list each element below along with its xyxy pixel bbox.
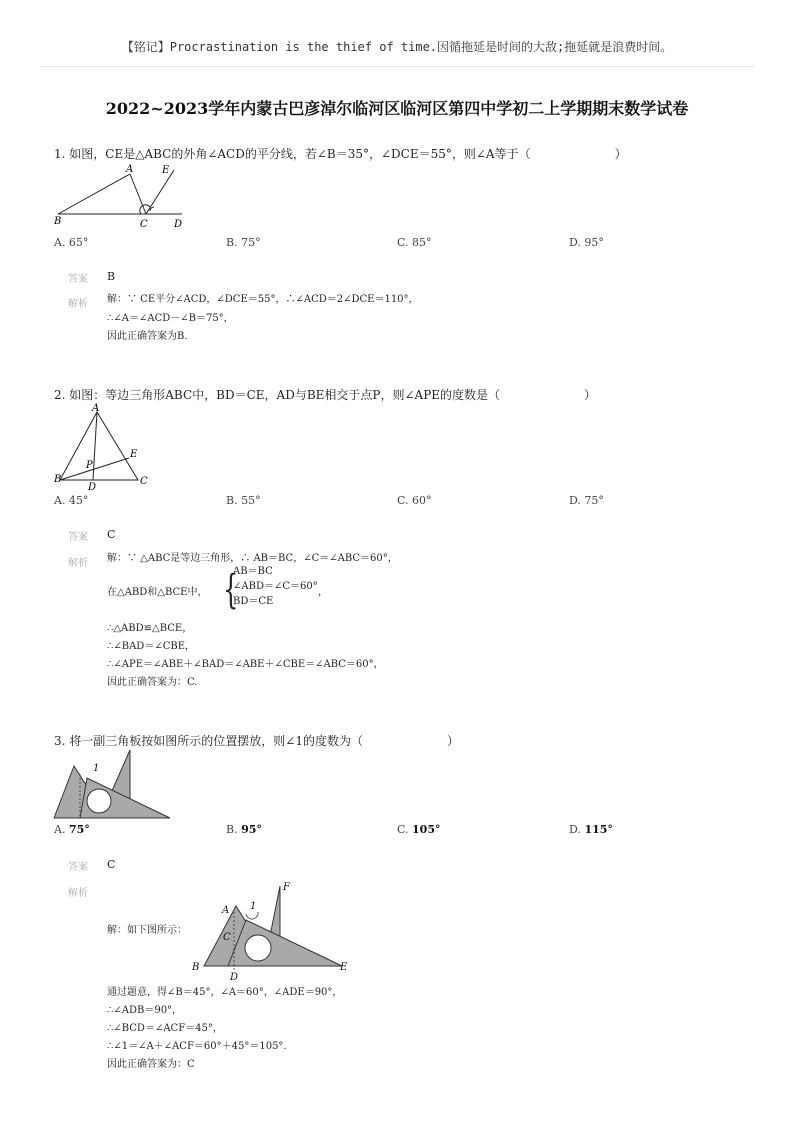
q2-fig-label-b: B bbox=[54, 474, 62, 485]
q2-analysis-label: 解析 bbox=[68, 558, 88, 569]
motto-header: 【铭记】Procrastination is the thief of time.因循拖延是时间的大敌;拖延就是浪费时间。 bbox=[121, 40, 673, 54]
q1-answer: B bbox=[107, 270, 116, 283]
q3-solution-line-5: 因此正确答案为：C bbox=[107, 1059, 195, 1070]
q1-option-a: A. 65° bbox=[54, 236, 89, 249]
q2-system-line-1: AB＝BC bbox=[233, 566, 273, 577]
q3-analysis-label: 解析 bbox=[68, 888, 88, 899]
q3-option-b: B. 95° bbox=[226, 823, 262, 836]
q3-sol-label-1: 1 bbox=[250, 901, 257, 912]
q2-solution-line-3: ∴△ABD≌△BCE， bbox=[107, 623, 193, 634]
q2-solution-line-5: ∴∠APE＝∠ABE＋∠BAD＝∠ABE＋∠CBE＝∠ABC＝60°， bbox=[107, 659, 384, 670]
q1-fig-label-d: D bbox=[174, 219, 183, 230]
q3-sol-label-b: B bbox=[192, 962, 200, 973]
q1-option-b: B. 75° bbox=[226, 236, 261, 249]
q2-stem: 2. 如图：等边三角形ABC中，BD＝CE，AD与BE相交于点P，则∠APE的度数是（ ） bbox=[54, 388, 597, 402]
q3-sol-label-d: D bbox=[230, 972, 239, 982]
q2-solution-line-6: 因此正确答案为：C. bbox=[107, 677, 198, 688]
q2-answer: C bbox=[107, 528, 116, 541]
q1-fig-label-e: E bbox=[162, 165, 170, 176]
q3-solution-figure bbox=[188, 878, 358, 982]
q3-answer: C bbox=[107, 858, 116, 871]
q3-fig-label-1: 1 bbox=[93, 763, 100, 774]
q2-system-brace: { bbox=[223, 567, 239, 613]
q3-option-d: D. 115° bbox=[569, 823, 613, 836]
q1-solution-line-2: ∴∠A＝∠ACD－∠B＝75°， bbox=[107, 313, 234, 324]
q3-answer-label: 答案 bbox=[68, 862, 88, 873]
q2-system-line-2: ∠ABD＝∠C＝60° bbox=[233, 581, 318, 592]
q2-figure bbox=[50, 400, 160, 490]
q1-fig-label-c: C bbox=[140, 219, 148, 230]
page-title: 2022~2023学年内蒙古巴彦淖尔临河区临河区第四中学初二上学期期末数学试卷 bbox=[105, 99, 689, 118]
q3-sol-label-c: C bbox=[223, 932, 231, 943]
q3-sol-label-a: A bbox=[222, 905, 230, 916]
q3-sol-label-f: F bbox=[283, 882, 290, 893]
q2-solution-line-2: 在△ABD和△BCE中， bbox=[107, 587, 208, 598]
q2-solution-line-4: ∴∠BAD＝∠CBE， bbox=[107, 641, 196, 652]
q3-solution-line-4: ∴∠1＝∠A＋∠ACF＝60°＋45°＝105°. bbox=[107, 1041, 287, 1052]
q3-solution-line-2: ∴∠ADB＝90°， bbox=[107, 1005, 183, 1016]
q3-solution-line-3: ∴∠BCD＝∠ACF＝45°， bbox=[107, 1023, 223, 1034]
q1-stem: 1. 如图，CE是△ABC的外角∠ACD的平分线，若∠B＝35°，∠DCE＝55°，则∠A等于（ ） bbox=[54, 147, 627, 161]
q1-solution-line-3: 因此正确答案为B. bbox=[107, 331, 188, 342]
q1-answer-label: 答案 bbox=[68, 274, 88, 285]
q1-option-c: C. 85° bbox=[397, 236, 432, 249]
q3-solution-line-1: 通过题意，得∠B＝45°，∠A＝60°，∠ADE＝90°， bbox=[107, 987, 343, 998]
q2-fig-label-a: A bbox=[92, 403, 100, 414]
q3-figure bbox=[52, 748, 174, 822]
q1-solution-line-1: 解：∵ CE平分∠ACD，∠DCE＝55°，∴∠ACD＝2∠DCE＝110°， bbox=[107, 294, 419, 305]
q3-solution-intro: 解：如下图所示： bbox=[107, 925, 187, 936]
q2-fig-label-d: D bbox=[88, 482, 97, 490]
q1-option-d: D. 95° bbox=[569, 236, 604, 249]
q1-analysis-label: 解析 bbox=[68, 299, 88, 310]
header-divider bbox=[40, 66, 754, 67]
q2-option-b: B. 55° bbox=[226, 494, 261, 507]
q3-option-a: A. 75° bbox=[54, 823, 90, 836]
q2-solution-line-1: 解：∵ △ABC是等边三角形，∴ AB＝BC，∠C＝∠ABC＝60°， bbox=[107, 553, 398, 564]
q1-fig-label-b: B bbox=[54, 216, 62, 227]
q2-fig-label-c: C bbox=[140, 476, 148, 487]
q2-fig-label-p: P bbox=[86, 460, 93, 471]
q3-sol-label-e: E bbox=[340, 962, 348, 973]
q1-fig-label-a: A bbox=[126, 164, 134, 175]
q2-option-c: C. 60° bbox=[397, 494, 432, 507]
q2-system-comma: ， bbox=[318, 587, 328, 598]
q3-option-c: C. 105° bbox=[397, 823, 441, 836]
q2-system-line-3: BD＝CE bbox=[233, 596, 274, 607]
q2-answer-label: 答案 bbox=[68, 532, 88, 543]
q2-option-a: A. 45° bbox=[54, 494, 89, 507]
q1-figure bbox=[50, 160, 190, 232]
q2-option-d: D. 75° bbox=[569, 494, 604, 507]
q3-stem: 3. 将一副三角板按如图所示的位置摆放，则∠1的度数为（ ） bbox=[54, 734, 459, 748]
q2-fig-label-e: E bbox=[130, 449, 138, 460]
